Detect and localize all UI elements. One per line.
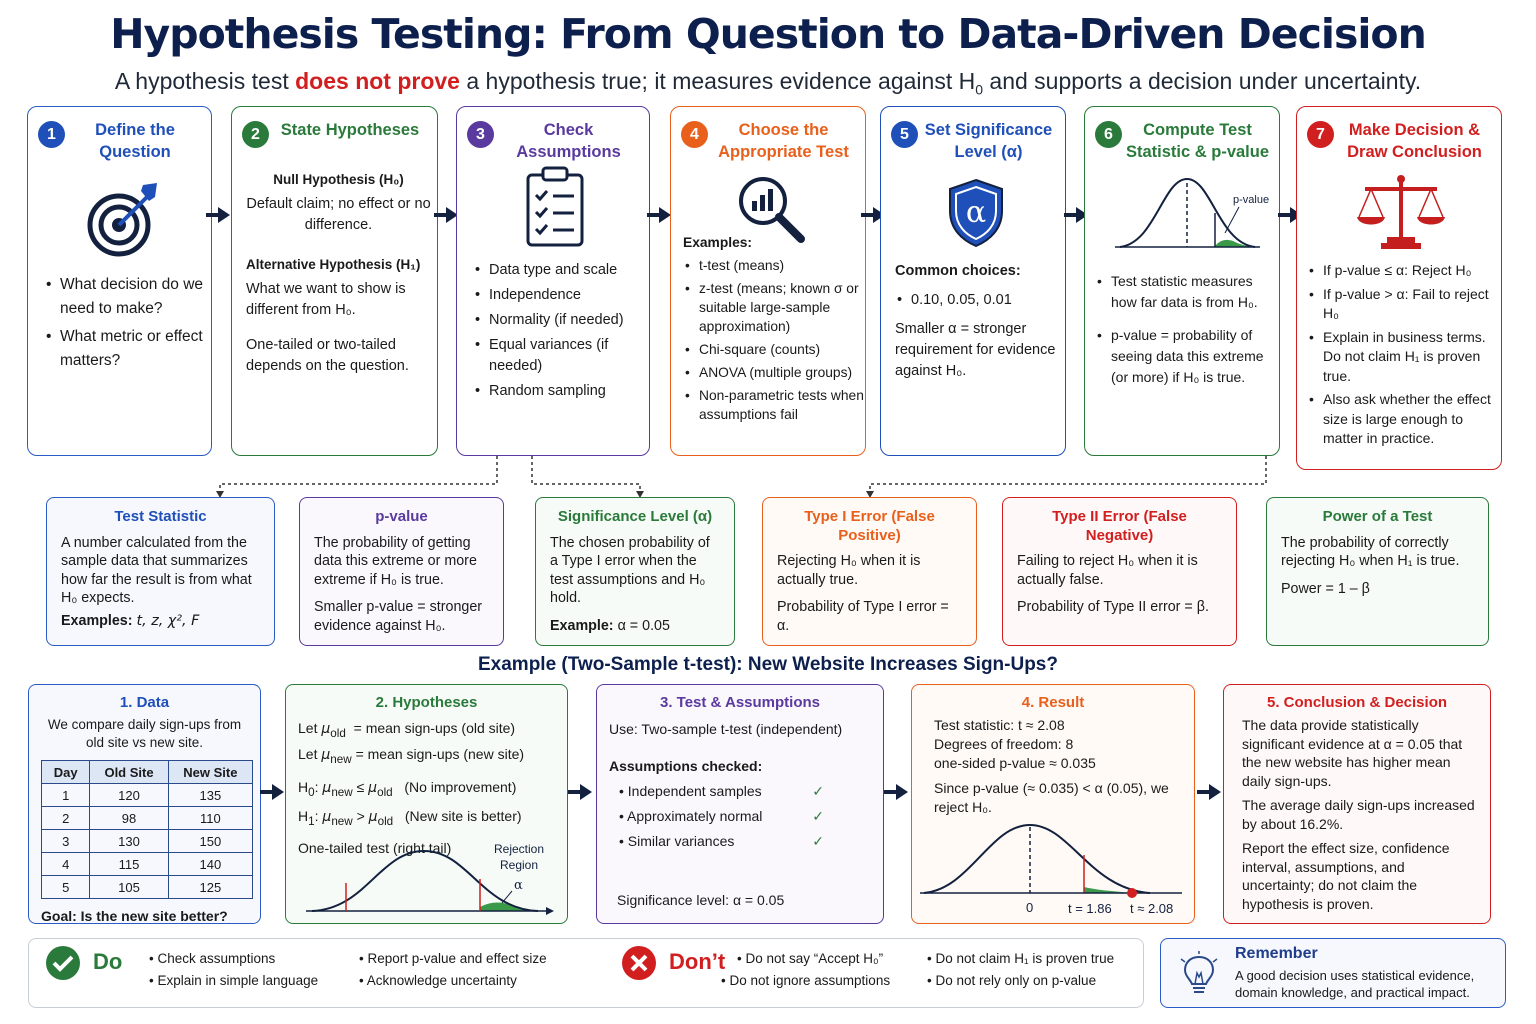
bullet: • Explain in business terms. Do not claim H₁ is proven true. [1307, 328, 1499, 387]
check-icon: ✓ [812, 808, 824, 824]
examples-label: Examples: [683, 235, 753, 250]
table-header: Day [42, 761, 90, 784]
definition-title: Test Statistic [114, 508, 207, 525]
remember-text: A good decision uses statistical evidence, domain knowledge, and practical impact. [1235, 968, 1475, 1000]
assumption-item: • Independent samples ✓ [619, 783, 824, 799]
definition-extra-label: Example: [550, 617, 614, 634]
dont-label: Don’t [669, 949, 726, 974]
svg-text:0: 0 [1026, 900, 1034, 915]
dont-item: • Do not claim H₁ is proven true [927, 951, 1115, 966]
flow-arrow [896, 784, 908, 800]
signups-table [41, 760, 253, 899]
remember-box [1160, 938, 1506, 1008]
null-hypothesis-text: Default claim; no effect or no difference. [246, 196, 431, 233]
definition-extra: Power = 1 – β [1281, 580, 1370, 597]
definition-extra: Probability of Type I error = α. [777, 599, 949, 634]
dont-item: • Do not rely only on p-value [927, 973, 1097, 988]
hyp-tail: One-tailed test (right tail) [298, 840, 452, 857]
definition-title: Significance Level (α) [557, 508, 713, 525]
alt-hypothesis-title: Alternative Hypothesis (H₁) [246, 257, 421, 272]
definition-extra: t, z, χ², F [136, 612, 200, 629]
bullet: • t-test (means) [683, 256, 865, 275]
data-goal: Goal: Is the new site better? [41, 908, 228, 924]
flow-arrow [272, 784, 284, 800]
hyp-h0: $H_0$: $\mu_{new} \le \mu_{old}$ (No improvement) [298, 778, 517, 799]
definition-text: The probability of getting data this extreme or more extreme if H₀ is true. [314, 534, 477, 588]
table-header: Old Site [90, 761, 168, 784]
definition-type-1-error [762, 497, 977, 646]
step-number: 4 [681, 121, 708, 148]
result-since: Since p-value (≈ 0.035) < α (0.05), we reject H₀. [934, 780, 1169, 815]
do-label: Do [93, 949, 123, 974]
bullet: • Test statistic measures how far data is from H₀. [1095, 271, 1275, 313]
example-hypotheses-card [285, 684, 568, 924]
bullet: • What metric or effect matters? [44, 325, 206, 373]
check-circle-icon [45, 945, 81, 981]
step-number: 3 [467, 121, 494, 148]
definition-text: The probability of correctly rejecting H₀ when H₁ is true. [1281, 534, 1460, 569]
step-title: Check Assumptions [516, 121, 621, 161]
step-title: Compute Test Statistic & p-value [1125, 121, 1270, 161]
bullet: • Normality (if needed) [473, 310, 643, 331]
bullet: • If p-value > α: Fail to reject H₀ [1307, 285, 1499, 324]
definition-significance-level [535, 497, 735, 646]
table-row: 2 98 110 [42, 807, 253, 830]
example-step-title: 4. Result [1021, 694, 1085, 711]
bullet: • p-value = probability of seeing data this extreme (or more) if H₀ is true. [1095, 325, 1275, 388]
example-conclusion-card [1223, 684, 1491, 924]
flow-arrow [580, 784, 592, 800]
step-title: Set Significance Level (α) [924, 121, 1053, 161]
do-item: • Explain in simple language [149, 973, 319, 988]
step-number: 6 [1095, 121, 1122, 148]
null-hypothesis-title: Null Hypothesis (H₀) [273, 172, 404, 187]
definition-extra: Probability of Type II error = β. [1017, 599, 1209, 615]
result-curve [920, 815, 1190, 919]
svg-text:Region: Region [500, 858, 539, 872]
flow-arrow [1209, 784, 1221, 800]
example-heading: Example (Two-Sample t-test): New Website Increases Sign-Ups? [478, 654, 1058, 675]
dont-item: • Do not say “Accept H₀” [737, 951, 884, 966]
definition-extra-label: Examples: [61, 612, 133, 629]
page-title: Hypothesis Testing: From Question to Data-Driven Decision [110, 10, 1426, 58]
page-subtitle: A hypothesis test does not prove a hypothesis true; it measures evidence against $H_0$ and supports a decision under uncertainty. [114, 68, 1422, 98]
example-result-card [911, 684, 1195, 924]
tail-text: One-tailed or two-tailed depends on the question. [246, 337, 409, 374]
svg-text:p-value: p-value [1233, 194, 1270, 206]
step-title: State Hypotheses [280, 121, 420, 139]
definition-text: Failing to reject H₀ when it is actually false. [1017, 553, 1198, 588]
svg-text:α: α [965, 195, 987, 230]
hyp-line-new: Let $\mu_{new}$ = mean sign-ups (new site) [298, 745, 525, 766]
svg-text:α: α [514, 878, 523, 893]
table-row: 1 120 135 [42, 784, 253, 807]
step-number: 5 [891, 121, 918, 148]
step-number: 1 [38, 121, 65, 148]
definition-title: Power of a Test [1322, 508, 1433, 525]
table-row: 5 105 125 [42, 876, 253, 899]
bullet: • What decision do we need to make? [44, 273, 206, 321]
table-row: 3 130 150 [42, 830, 253, 853]
definition-text: Rejecting H₀ when it is actually true. [777, 553, 921, 588]
definition-type-2-error [1002, 497, 1237, 646]
do-item: • Check assumptions [149, 951, 276, 966]
example-data-card [28, 684, 261, 924]
choices-label: Common choices: [895, 263, 1021, 279]
step-number: 2 [242, 121, 269, 148]
bullet: • Chi-square (counts) [683, 340, 865, 359]
test-significance: Significance level: α = 0.05 [617, 892, 785, 908]
x-circle-icon [621, 945, 657, 981]
table-row: 4 115 140 [42, 853, 253, 876]
definition-title: p-value [375, 508, 428, 525]
alt-hypothesis-text: What we want to show is different from H₀. [246, 281, 406, 318]
data-intro: We compare daily sign-ups from old site vs new site. [47, 717, 242, 750]
step-title: Choose the Appropriate Test [718, 121, 849, 161]
result-df: Degrees of freedom: 8 [934, 736, 1074, 752]
assumptions-checked-label: Assumptions checked: [609, 758, 763, 774]
test-use: Use: Two-sample t-test (independent) [609, 721, 843, 737]
hyp-h1: $H_1$: $\mu_{new} > \mu_{old}$ (New site is better) [298, 808, 522, 829]
step-title: Define the Question [95, 121, 175, 161]
bullet: • Data type and scale [473, 260, 643, 281]
bullet: • Also ask whether the effect size is large enough to matter in practice. [1307, 390, 1499, 449]
bullet: • Non-parametric tests when assumptions fail [683, 386, 865, 424]
conclusion-text: The data provide statistically significant evidence at α = 0.05 that the new website has higher mean daily sign-ups. [1242, 717, 1463, 789]
svg-text:t = 1.86: t = 1.86 [1068, 901, 1112, 916]
conclusion-text: Report the effect size, confidence interval, assumptions, and uncertainty; do not claim the hypothesis is proven. [1242, 840, 1450, 912]
rejection-region-curve [306, 839, 556, 919]
dont-item: • Do not ignore assumptions [721, 973, 891, 988]
definition-extra: Smaller p-value = stronger evidence against H₀. [314, 599, 483, 634]
remember-title: Remember [1235, 945, 1318, 962]
svg-text:Rejection: Rejection [494, 842, 545, 856]
bullet: • Equal variances (if needed) [473, 335, 643, 377]
assumption-item: • Similar variances ✓ [619, 833, 824, 849]
example-step-title: 5. Conclusion & Decision [1266, 694, 1448, 711]
do-item: • Acknowledge uncertainty [359, 973, 517, 988]
bullet: • Independence [473, 285, 643, 306]
result-stat: Test statistic: t ≈ 2.08 [934, 717, 1065, 733]
check-icon: ✓ [812, 783, 824, 799]
bullet: • If p-value ≤ α: Reject H₀ [1307, 261, 1499, 281]
bullet: • z-test (means; known σ or suitable large-sample approximation) [683, 279, 865, 336]
lightbulb-icon [1179, 951, 1219, 999]
do-item: • Report p-value and effect size [359, 951, 547, 966]
definition-p-value [299, 497, 504, 646]
svg-text:t ≈ 2.08: t ≈ 2.08 [1130, 901, 1174, 916]
step-title: Make Decision & Draw Conclusion [1347, 121, 1482, 161]
conclusion-text: The average daily sign-ups increased by about 16.2%. [1242, 797, 1475, 832]
hyp-line-old: Let $\mu_{old}$ = mean sign-ups (old site) [298, 720, 516, 740]
do-dont-bar [28, 938, 1144, 1008]
definition-text: The chosen probability of a Type I error when the test assumptions and H₀ hold. [550, 534, 710, 606]
definition-text: A number calculated from the sample data that summarizes how far the result is from what H₀ expects. [61, 534, 252, 606]
alpha-note: Smaller α = stronger requirement for evidence against H₀. [895, 321, 1056, 379]
step-number: 7 [1307, 121, 1334, 148]
definition-title: Type II Error (False Negative) [1052, 508, 1187, 544]
example-step-title: 1. Data [119, 694, 170, 711]
table-header: New Site [168, 761, 252, 784]
check-icon: ✓ [812, 833, 824, 849]
definition-test-statistic [46, 497, 275, 646]
definition-title: Type I Error (False Positive) [804, 508, 935, 544]
example-test-card [596, 684, 884, 924]
result-p: one-sided p-value ≈ 0.035 [934, 755, 1096, 771]
assumption-item: • Approximately normal ✓ [619, 808, 824, 824]
example-step-title: 2. Hypotheses [375, 694, 478, 711]
bullet: • Random sampling [473, 381, 643, 402]
definition-power [1266, 497, 1489, 646]
bullet: • ANOVA (multiple groups) [683, 363, 865, 382]
example-step-title: 3. Test & Assumptions [659, 694, 821, 711]
choices-values: • 0.10, 0.05, 0.01 [895, 290, 1065, 311]
definition-extra: α = 0.05 [617, 617, 670, 634]
